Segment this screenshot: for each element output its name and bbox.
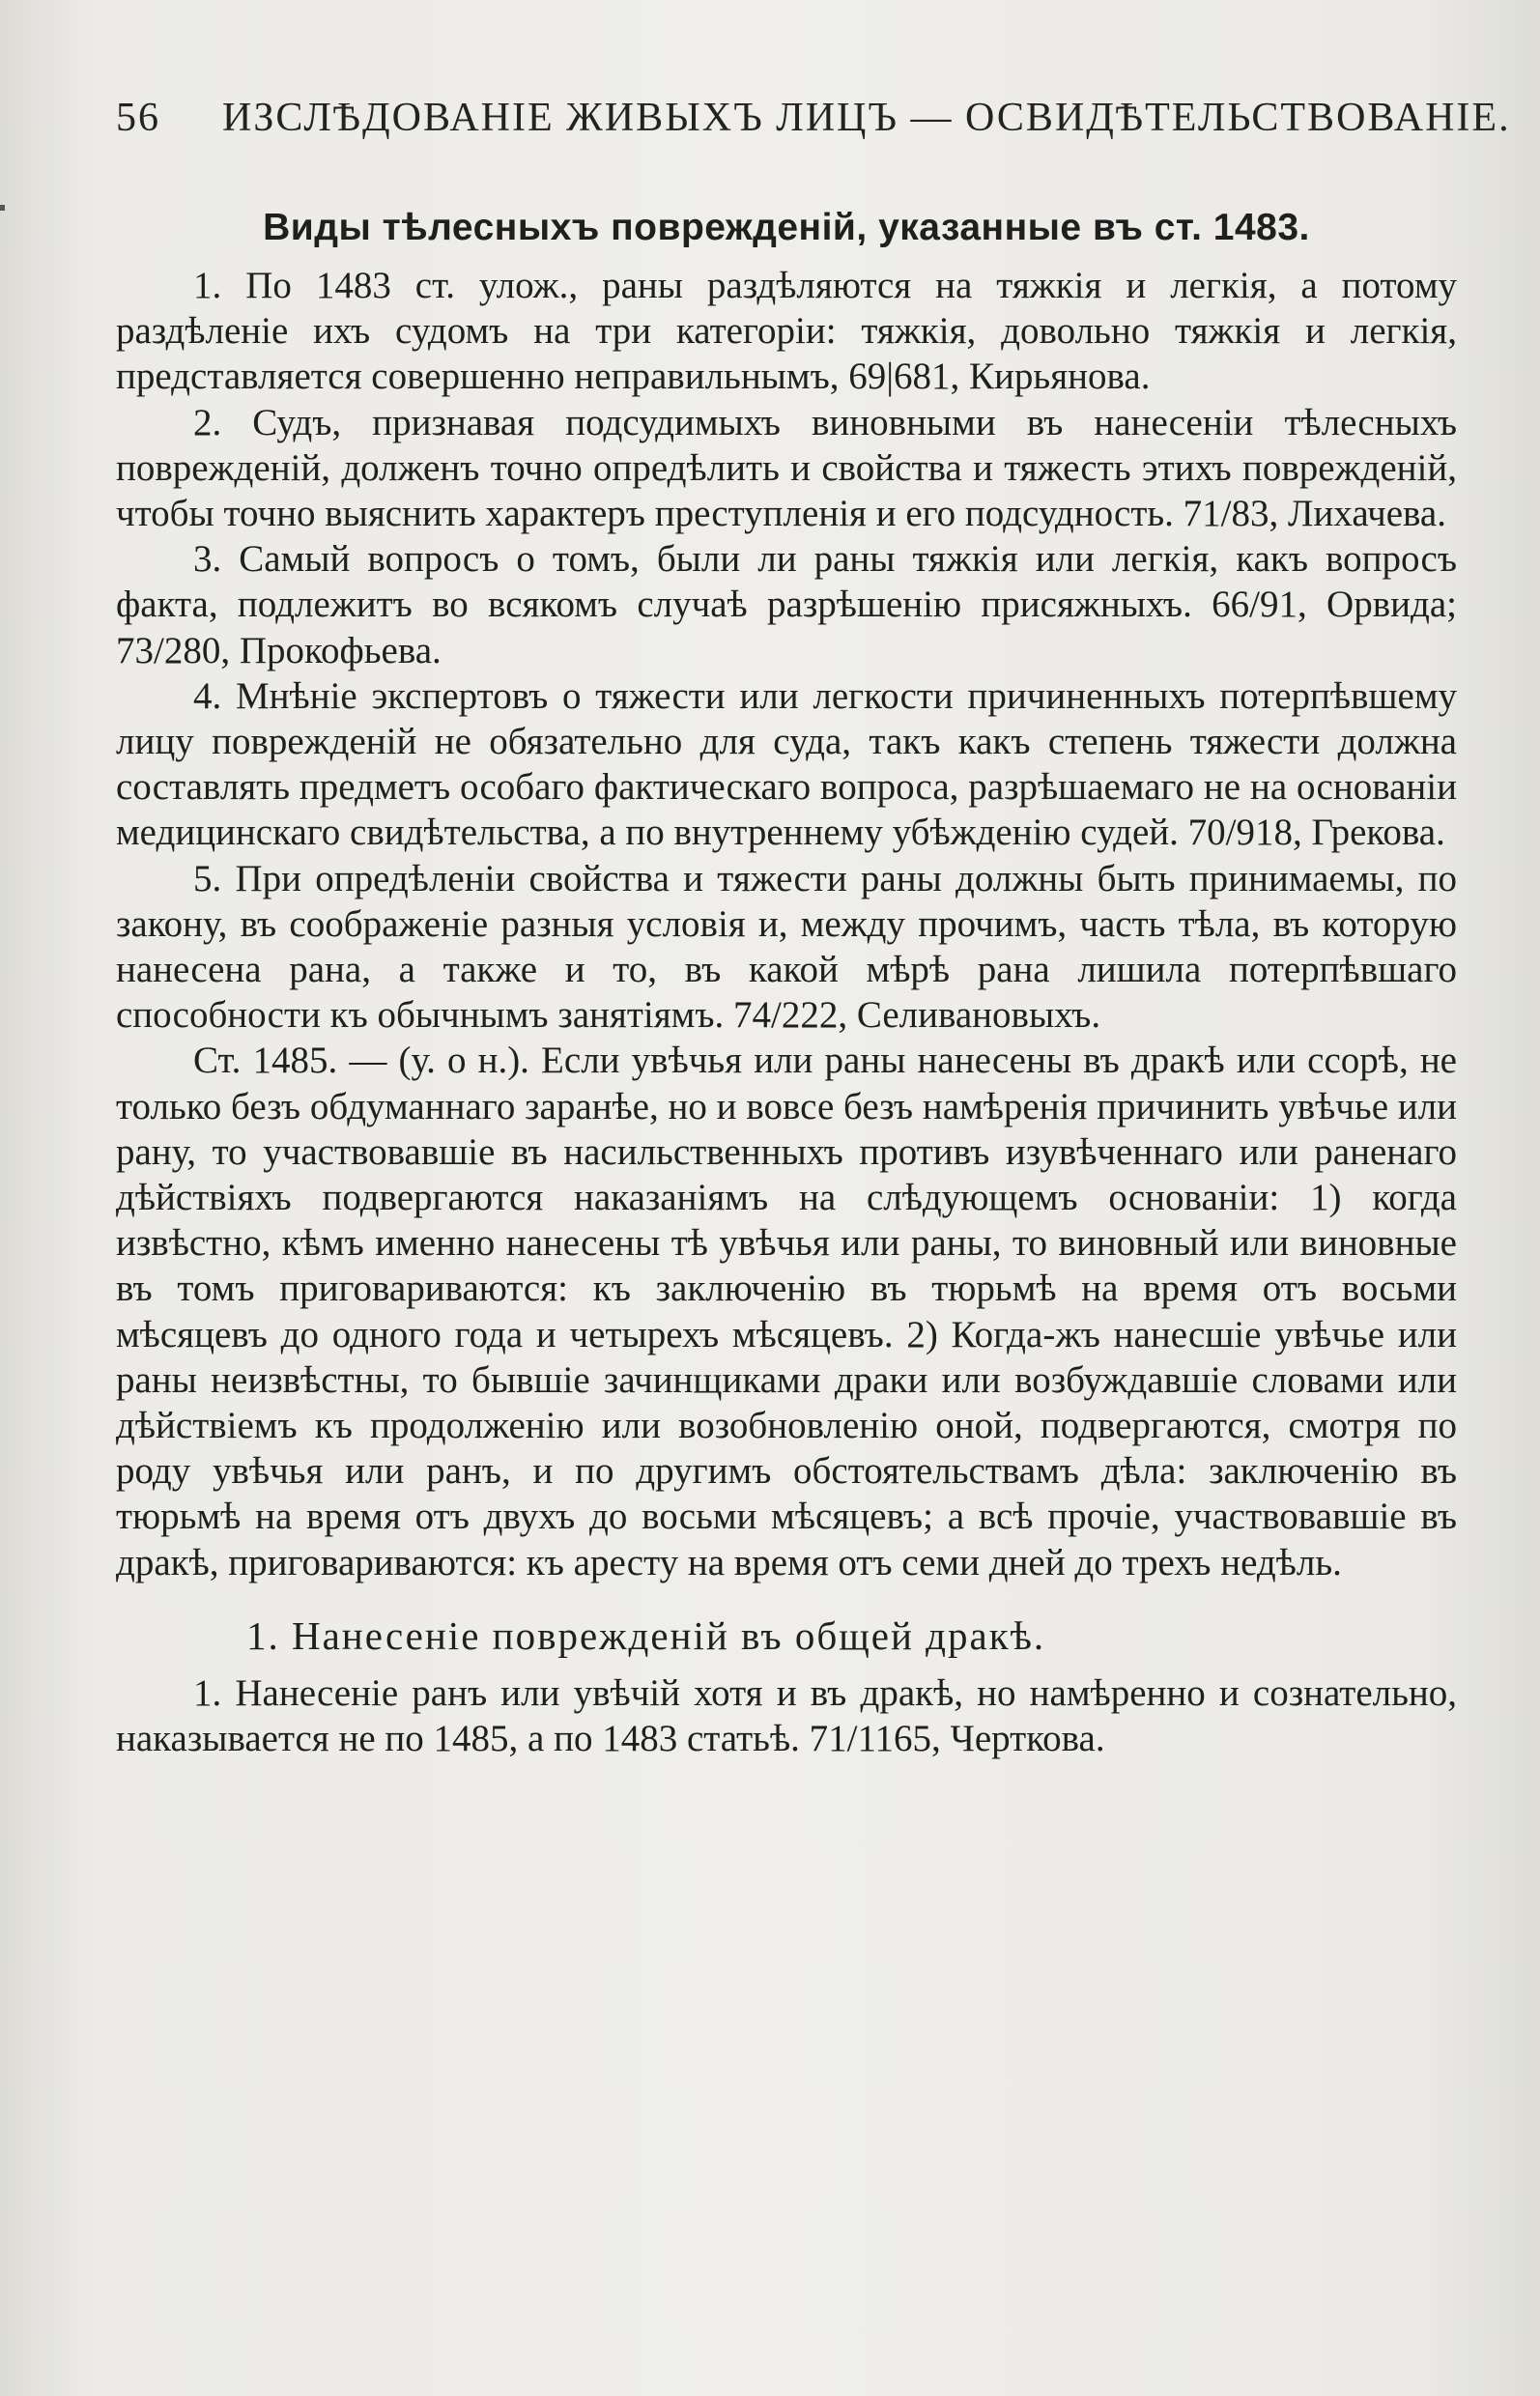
section-title: Виды тѣлесныхъ поврежденій, указанные въ ст. 1483.	[263, 207, 1310, 248]
running-header	[116, 89, 1511, 147]
subsection-paragraph-1: 1. Нанесеніе ранъ или увѣчій хотя и въ дракѣ, но намѣренно и сознательно, наказывается не по 1485, а по 1483 статьѣ. 71/1165, Черткова.	[116, 1671, 1457, 1760]
paragraph-2: 2. Судъ, признавая подсудимыхъ виновными въ нанесеніи тѣлесныхъ поврежденій, долженъ точно опредѣлить и свойства и тяжесть этихъ поврежденій, чтобы точно выяснить характеръ преступленія и его подсудность. 71/83, Лихачева.	[116, 401, 1457, 535]
paragraph-1: 1. По 1483 ст. улож., раны раздѣляются на тяжкія и легкія, а потому раздѣленіе ихъ судомъ на три категоріи: тяжкія, довольно тяжкія и легкія, представляется совершенно неправильнымъ, 69|681, Кирьянова.	[116, 265, 1457, 398]
article-1485: Ст. 1485. — (у. о н.). Если увѣчья или раны нанесены въ дракѣ или ссорѣ, не только безъ обдуманнаго заранѣе, но и вовсе безъ намѣренія причинить увѣчье или рану, то участвовавшіе въ насильственныхъ противъ изувѣченнаго или раненаго дѣйствіяхъ подвергаются наказаніямъ на слѣдующемъ основаніи: 1) когда извѣстно, кѣмъ именно нанесены тѣ увѣчья или раны, то виновный или виновные въ томъ приговариваются: къ заключенію въ тюрьмѣ на время отъ восьми мѣсяцевъ до одного года и четырехъ мѣсяцевъ. 2) Когда-жъ нанесшіе увѣчье или раны неизвѣстны, то бывшіе зачинщиками драки или возбуждавшіе словами или дѣйствіемъ къ продолженію или возобновленію оной, подвергаются, смотря по роду увѣчья или ранъ, и по другимъ обстоятельствамъ дѣла: заключенію въ тюрьмѣ на время отъ двухъ до восьми мѣсяцевъ; а всѣ прочіе, участвовавшіе въ дракѣ, приговариваются: къ аресту на время отъ семи дней до трехъ недѣль.	[116, 1040, 1457, 1583]
page-text-block	[116, 89, 1511, 1761]
subsection-title: 1. Нанесеніе поврежденій въ общей дракѣ.	[246, 1612, 1046, 1658]
margin-mark	[0, 205, 5, 211]
paragraph-4: 4. Мнѣніе экспертовъ о тяжести или легкости причиненныхъ потерпѣвшему лицу поврежденій не обязательно для суда, такъ какъ степень тяжести должна составлять предметъ особаго фактическаго вопроса, разрѣшаемаго не на основаніи медицинскаго свидѣтельства, а по внутреннему убѣжденію судей. 70/918, Грекова.	[116, 674, 1457, 854]
paragraph-5: 5. При опредѣленіи свойства и тяжести раны должны быть принимаемы, по закону, въ соображеніе разныя условія и, между прочимъ, часть тѣла, въ которую нанесена рана, а также и то, въ какой мѣрѣ рана лишила потерпѣвшаго способности къ обычнымъ занятіямъ. 74/222, Селивановыхъ.	[116, 857, 1457, 1037]
subsection-body	[116, 1670, 1457, 1761]
section-body	[116, 263, 1457, 1585]
page-number: 56	[116, 96, 160, 140]
paragraph-3: 3. Самый вопросъ о томъ, были ли раны тяжкія или легкія, какъ вопросъ факта, подлежитъ во всякомъ случаѣ разрѣшенію присяжныхъ. 66/91, Орвида; 73/280, Прокофьева.	[116, 538, 1457, 671]
running-title: ИЗСЛѢДОВАНIЕ ЖИВЫХЪ ЛИЦЪ — ОСВИДѢТЕЛЬСТВОВАНIЕ.	[222, 96, 1511, 140]
